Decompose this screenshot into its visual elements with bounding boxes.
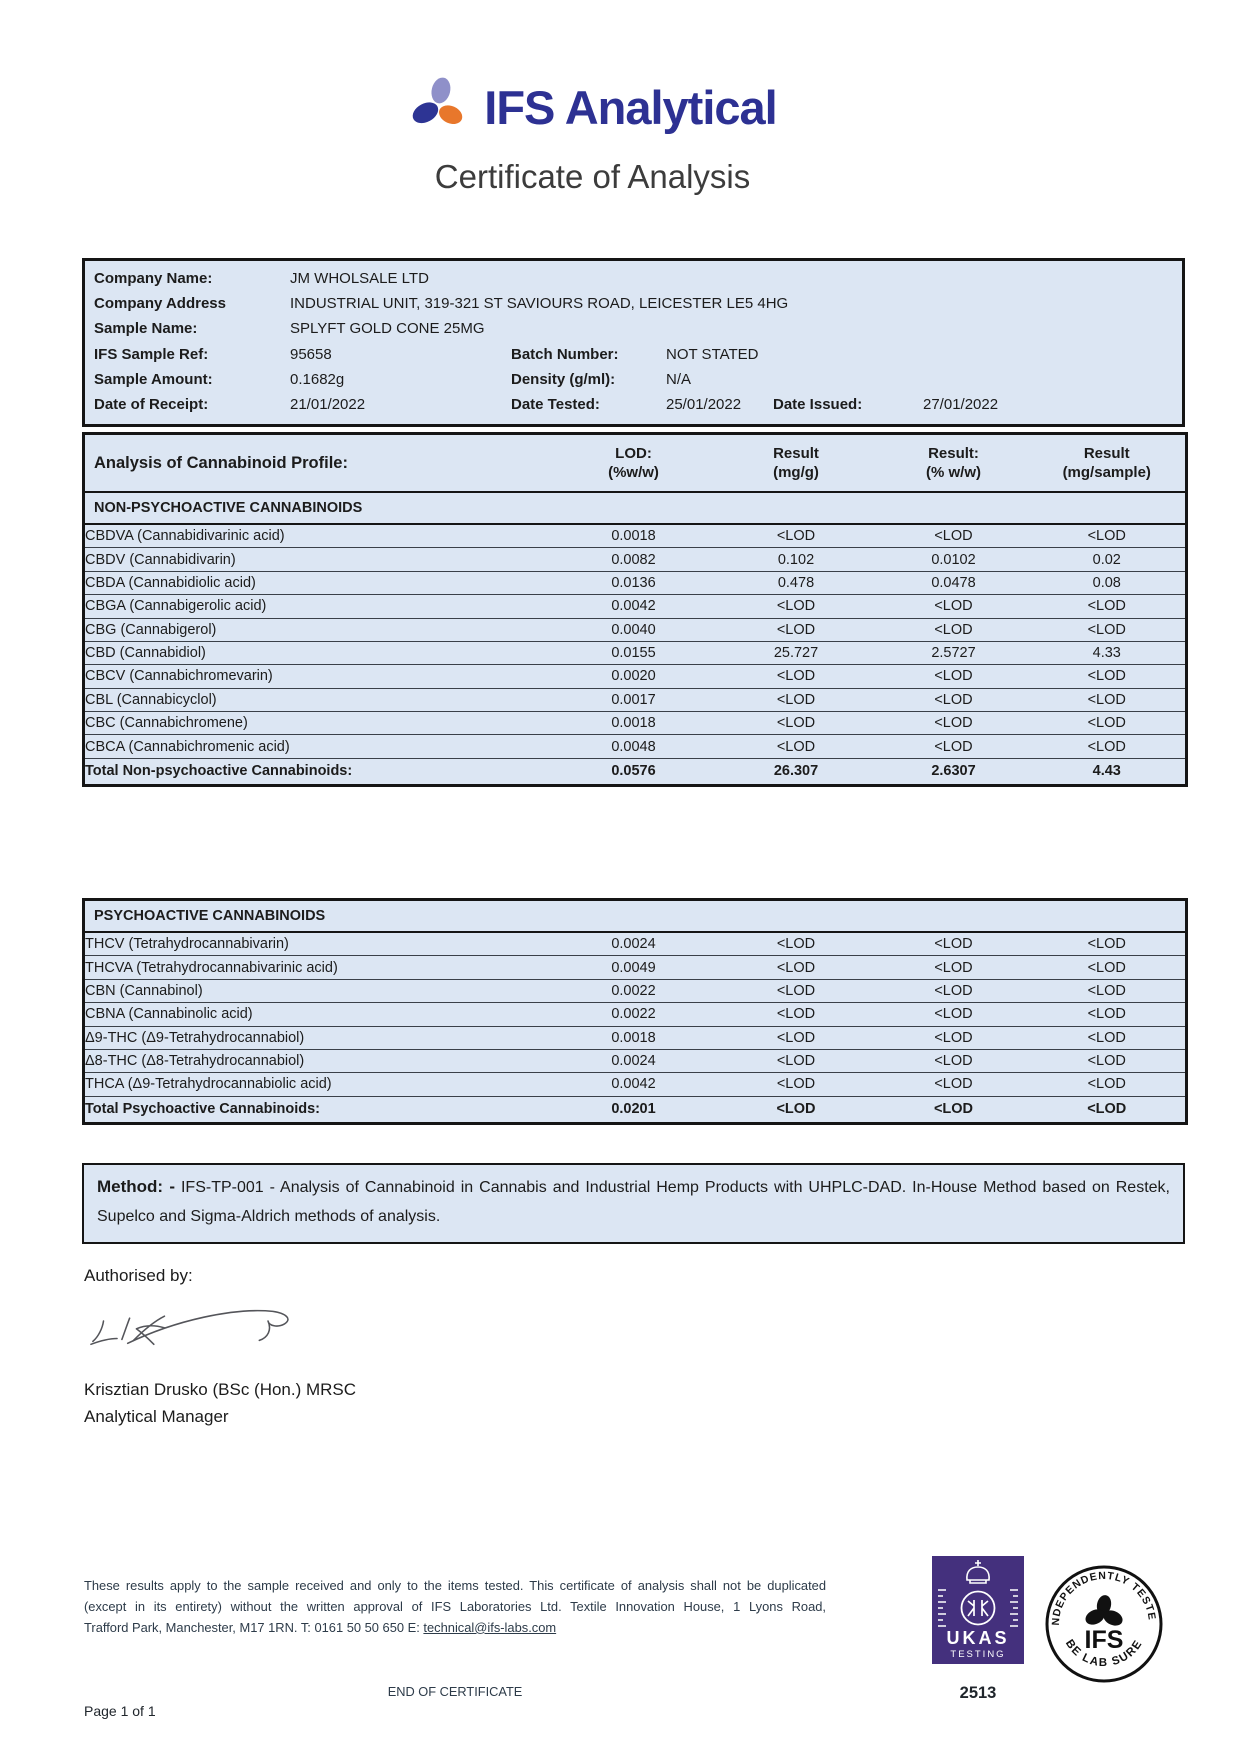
field-label: Company Name: (94, 270, 213, 287)
result-value: <LOD (714, 665, 879, 688)
ifs-independently-tested-badge-icon (1044, 1564, 1164, 1689)
field-label: Company Address (94, 295, 226, 313)
section-title: NON-PSYCHOACTIVE CANNABINOIDS (84, 492, 1187, 524)
result-value: <LOD (1029, 1049, 1187, 1072)
result-value: 0.0082 (554, 548, 714, 571)
field-label: Sample Name: (94, 320, 198, 338)
company-info-table (82, 258, 1185, 427)
field-label: Batch Number: (511, 345, 619, 363)
result-value: <LOD (879, 979, 1029, 1002)
ifs-analytical-logo (0, 74, 1185, 141)
disclaimer-line (84, 1618, 826, 1639)
result-value: 0.0018 (554, 524, 714, 548)
result-value: <LOD (1029, 688, 1187, 711)
result-value: <LOD (714, 932, 879, 956)
field-label: Date Issued: (773, 396, 863, 414)
section-title: PSYCHOACTIVE CANNABINOIDS (84, 900, 1187, 933)
result-value: <LOD (879, 932, 1029, 956)
authoriser-role: Analytical Manager (84, 1407, 229, 1426)
result-value: 0.478 (714, 571, 879, 594)
result-value: <LOD (714, 956, 879, 979)
result-value: 0.0155 (554, 641, 714, 664)
analyte-name: CBDVA (Cannabidivarinic acid) (84, 524, 554, 548)
result-value: 0.0018 (554, 712, 714, 735)
result-value: 0.0102 (879, 548, 1029, 571)
analyte-name: CBDA (Cannabidiolic acid) (84, 571, 554, 594)
analyte-name: CBGA (Cannabigerolic acid) (84, 595, 554, 618)
analyte-name: Δ9-THC (Δ9-Tetrahydrocannabiol) (84, 1026, 554, 1049)
column-header: Result (mg/sample) (1029, 434, 1187, 493)
result-value: <LOD (879, 1073, 1029, 1096)
ukas-testing-logo-icon (930, 1556, 1026, 1677)
analyte-name: Δ8-THC (Δ8-Tetrahydrocannabiol) (84, 1049, 554, 1072)
disclaimer-line: These results apply to the sample received and only to the items tested. This certificate of analysis shall not be duplicated (84, 1578, 826, 1593)
total-value: 0.0576 (611, 762, 656, 779)
result-value: 0.0042 (554, 595, 714, 618)
result-value: 0.0048 (554, 735, 714, 758)
table-row (84, 524, 1187, 548)
field-value: 0.1682g (290, 370, 345, 388)
company-info-row (85, 266, 1182, 291)
result-value: <LOD (714, 1003, 879, 1026)
result-value: <LOD (1029, 618, 1187, 641)
result-value: <LOD (879, 1049, 1029, 1072)
analysis-profile-title: Analysis of Cannabinoid Profile: (84, 434, 554, 493)
signature (86, 1293, 301, 1358)
analyte-name: CBNA (Cannabinolic acid) (84, 1003, 554, 1026)
result-value: <LOD (714, 979, 879, 1002)
total-value: 4.43 (1092, 762, 1121, 779)
table-row (84, 1073, 1187, 1096)
total-value: <LOD (933, 1100, 974, 1117)
result-value: 0.0042 (554, 1073, 714, 1096)
result-value: 25.727 (714, 641, 879, 664)
field-value: NOT STATED (666, 345, 759, 363)
field-value: INDUSTRIAL UNIT, 319-321 ST SAVIOURS ROAD, LEICESTER LE5 4HG (290, 295, 789, 313)
analyte-name: CBN (Cannabinol) (84, 979, 554, 1002)
table-row (84, 956, 1187, 979)
analyte-name: CBDV (Cannabidivarin) (84, 548, 554, 571)
disclaimer (84, 1576, 826, 1639)
field-value: SPLYFT GOLD CONE 25MG (290, 320, 485, 338)
result-value: <LOD (1029, 712, 1187, 735)
result-value: <LOD (879, 688, 1029, 711)
result-value: 0.0024 (554, 932, 714, 956)
table-row (84, 618, 1187, 641)
table-row (84, 1003, 1187, 1026)
total-label: Total Non-psychoactive Cannabinoids: (85, 762, 353, 779)
result-value: 4.33 (1029, 641, 1187, 664)
analyte-name: THCVA (Tetrahydrocannabivarinic acid) (84, 956, 554, 979)
result-value: <LOD (879, 618, 1029, 641)
result-value: 0.0478 (879, 571, 1029, 594)
svg-text:BE LAB SURE: BE LAB SURE (1062, 1637, 1146, 1670)
authoriser-block (84, 1376, 356, 1430)
field-label: Sample Amount: (94, 370, 213, 388)
result-value: <LOD (1029, 1026, 1187, 1049)
svg-text:TESTING: TESTING (950, 1649, 1006, 1660)
field-label: IFS Sample Ref: (94, 345, 209, 363)
section-header-row (84, 492, 1187, 524)
result-value: <LOD (1029, 524, 1187, 548)
column-header: Result (mg/g) (714, 434, 879, 493)
field-value: N/A (666, 370, 692, 388)
svg-text:INDEPENDENTLY TESTED: NDEPENDENTLY TESTE (1049, 1569, 1158, 1626)
total-label: Total Psychoactive Cannabinoids: (85, 1100, 321, 1117)
section-header-row (84, 900, 1187, 933)
table-row (84, 932, 1187, 956)
field-value: JM WHOLSALE LTD (290, 270, 429, 287)
ifs-trefoil-logo-icon (408, 74, 470, 141)
result-value: 0.0017 (554, 688, 714, 711)
company-info-row (85, 392, 1182, 417)
result-value: <LOD (1029, 956, 1187, 979)
company-info-row (85, 291, 1182, 316)
result-value: <LOD (714, 735, 879, 758)
analyte-name: CBC (Cannabichromene) (84, 712, 554, 735)
result-value: <LOD (879, 956, 1029, 979)
total-row (84, 1096, 1187, 1123)
result-value: 0.02 (1029, 548, 1187, 571)
certificate-title: Certificate of Analysis (434, 158, 751, 195)
table-row (84, 1049, 1187, 1072)
table-row (84, 548, 1187, 571)
result-value: <LOD (879, 1003, 1029, 1026)
disclaimer-line: (except in its entirety) without the written approval of IFS Laboratories Ltd. Textile Innovation House, 1 Lyons Road, (84, 1598, 826, 1614)
result-value: 0.0020 (554, 665, 714, 688)
result-value: <LOD (879, 665, 1029, 688)
method-text: IFS-TP-001 - Analysis of Cannabinoid in Cannabis and Industrial Hemp Products with UHPLC-DAD. In-House Method based on Restek, Supelco and Sigma-Aldrich methods of analysis. (97, 1179, 1170, 1225)
result-value: <LOD (714, 595, 879, 618)
svg-text:UKAS: UKAS (946, 1628, 1010, 1648)
analyte-name: CBG (Cannabigerol) (84, 618, 554, 641)
field-value: 95658 (290, 345, 332, 363)
result-value: <LOD (1029, 735, 1187, 758)
page-number: Page 1 of 1 (84, 1703, 156, 1719)
analyte-name: CBCV (Cannabichromevarin) (84, 665, 554, 688)
result-value: <LOD (1029, 665, 1187, 688)
table-row (84, 665, 1187, 688)
table-row (84, 595, 1187, 618)
logo-wordmark: IFS Analytical (484, 81, 777, 134)
total-value: <LOD (776, 1100, 816, 1117)
column-header: Result: (% w/w) (879, 434, 1029, 493)
result-value: 2.5727 (879, 641, 1029, 664)
table-row (84, 712, 1187, 735)
analyte-name: CBCA (Cannabichromenic acid) (84, 735, 554, 758)
field-value: 25/01/2022 (666, 396, 742, 414)
result-value: 0.0022 (554, 979, 714, 1002)
result-value: <LOD (714, 1026, 879, 1049)
result-value: 0.102 (714, 548, 879, 571)
result-value: <LOD (879, 524, 1029, 548)
result-value: 0.0049 (554, 956, 714, 979)
svg-text:IFS: IFS (1084, 1626, 1124, 1654)
analysis-header-row (84, 434, 1187, 493)
result-value: <LOD (714, 1073, 879, 1096)
result-value: <LOD (714, 712, 879, 735)
company-info-row (85, 342, 1182, 367)
result-value: <LOD (879, 735, 1029, 758)
authorised-by-label: Authorised by: (84, 1266, 193, 1285)
result-value: 0.0040 (554, 618, 714, 641)
table-row (84, 1026, 1187, 1049)
analysis-table-1 (82, 432, 1188, 787)
result-value: <LOD (714, 618, 879, 641)
method-box (82, 1163, 1185, 1244)
field-label: Density (g/ml): (511, 370, 616, 388)
result-value: 0.0018 (554, 1026, 714, 1049)
table-row (84, 641, 1187, 664)
result-value: <LOD (714, 524, 879, 548)
result-value: <LOD (879, 1026, 1029, 1049)
email-link[interactable]: technical@ifs-labs.com (423, 1619, 557, 1635)
total-row (84, 758, 1187, 785)
analyte-name: CBD (Cannabidiol) (84, 641, 554, 664)
result-value: <LOD (1029, 1073, 1187, 1096)
field-label: Date of Receipt: (94, 396, 209, 414)
company-info-row (85, 367, 1182, 392)
column-header: LOD: (%w/w) (554, 434, 714, 493)
result-value: <LOD (714, 1049, 879, 1072)
total-value: 0.0201 (611, 1100, 656, 1117)
total-value: <LOD (1087, 1100, 1127, 1117)
result-value: 0.0022 (554, 1003, 714, 1026)
result-value: 0.0136 (554, 571, 714, 594)
result-value: <LOD (1029, 595, 1187, 618)
result-value: <LOD (1029, 932, 1187, 956)
analyte-name: THCA (Δ9-Tetrahydrocannabiolic acid) (84, 1073, 554, 1096)
field-value: 27/01/2022 (923, 396, 999, 414)
ukas-accreditation-number: 2513 (959, 1684, 997, 1702)
result-value: <LOD (1029, 979, 1187, 1002)
authoriser-name: Krisztian Drusko (BSc (Hon.) MRSC (84, 1380, 357, 1399)
analyte-name: CBL (Cannabicyclol) (84, 688, 554, 711)
total-value: 26.307 (773, 762, 819, 779)
end-of-certificate: END OF CERTIFICATE (387, 1684, 523, 1699)
result-value: 0.0024 (554, 1049, 714, 1072)
result-value: <LOD (1029, 1003, 1187, 1026)
field-label: Date Tested: (511, 396, 600, 414)
table-row (84, 688, 1187, 711)
disclaimer-contact: Trafford Park, Manchester, M17 1RN. T: 0161 50 50 650 E: (84, 1619, 424, 1635)
total-value: 2.6307 (931, 762, 976, 779)
table-row (84, 735, 1187, 758)
result-value: <LOD (714, 688, 879, 711)
result-value: <LOD (879, 712, 1029, 735)
company-info-row (85, 316, 1182, 341)
result-value: <LOD (879, 595, 1029, 618)
analyte-name: THCV (Tetrahydrocannabivarin) (84, 932, 554, 956)
table-row (84, 979, 1187, 1002)
analysis-table-2 (82, 898, 1188, 1125)
result-value: 0.08 (1029, 571, 1187, 594)
method-label: Method: - (97, 1177, 175, 1196)
field-value: 21/01/2022 (290, 396, 366, 414)
table-row (84, 571, 1187, 594)
